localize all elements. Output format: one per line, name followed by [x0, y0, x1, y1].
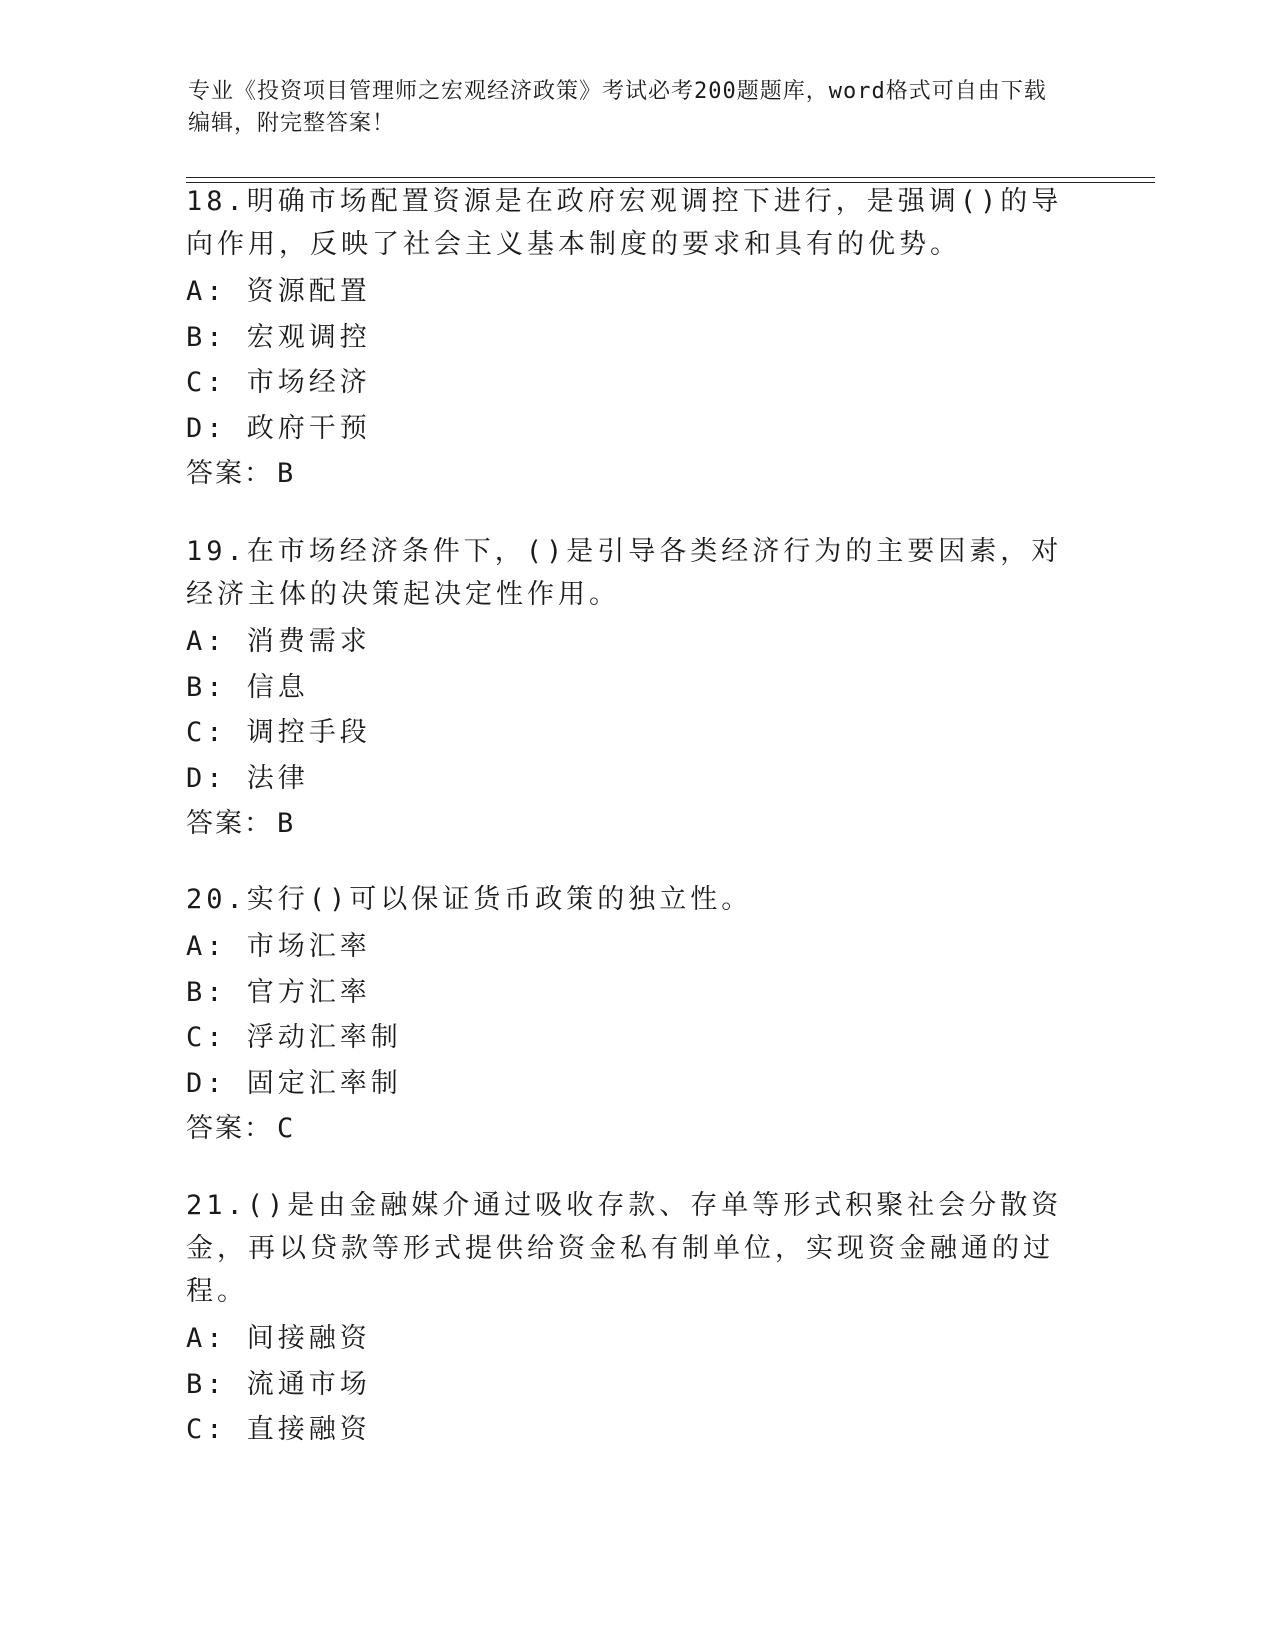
option-c: C: 浮动汇率制 [186, 1022, 402, 1053]
option-a: A: 资源配置 [186, 276, 371, 307]
header-divider-top [186, 177, 1155, 178]
question-21 [186, 1184, 1086, 1453]
answer-label: 答案： [186, 808, 273, 839]
answer-line [186, 801, 1086, 846]
option-c: C: 市场经济 [186, 367, 371, 398]
question-18 [186, 180, 1086, 496]
answer-value: B [277, 808, 295, 839]
option-c: C: 直接融资 [186, 1414, 371, 1445]
answer-value: B [277, 458, 295, 489]
question-stem: 19.在市场经济条件下，()是引导各类经济行为的主要因素，对经济主体的决策起决定性作用。 [186, 536, 1063, 610]
option-b: B: 宏观调控 [186, 321, 371, 353]
question-stem: 18.明确市场配置资源是在政府宏观调控下进行，是强调()的导向作用，反映了社会主义基本制度的要求和具有的优势。 [186, 186, 1063, 260]
question-20 [186, 878, 1086, 1151]
option-b: B: 信息 [186, 671, 309, 703]
option-a: A: 间接融资 [186, 1323, 371, 1354]
answer-line [186, 1106, 1086, 1151]
option-d: D: 政府干预 [186, 412, 371, 444]
question-stem: 21.()是由金融媒介通过吸收存款、存单等形式积聚社会分散资金，再以贷款等形式提供给资金私有制单位，实现资金融通的过程。 [186, 1190, 1063, 1307]
option-a: A: 市场汇率 [186, 931, 371, 962]
answer-line [186, 451, 1086, 496]
question-stem: 20.实行()可以保证货币政策的独立性。 [186, 884, 753, 915]
answer-label: 答案： [186, 1113, 273, 1144]
option-d: D: 法律 [186, 762, 309, 794]
option-d: D: 固定汇率制 [186, 1067, 402, 1099]
option-b: B: 流通市场 [186, 1368, 371, 1400]
option-a: A: 消费需求 [186, 626, 371, 657]
answer-value: C [277, 1113, 295, 1144]
document-header: 专业《投资项目管理师之宏观经济政策》考试必考200题题库，word格式可自由下载编辑，附完整答案！ [188, 79, 1047, 136]
option-c: C: 调控手段 [186, 717, 371, 748]
question-19 [186, 530, 1086, 846]
answer-label: 答案： [186, 458, 273, 489]
option-b: B: 官方汇率 [186, 976, 371, 1008]
